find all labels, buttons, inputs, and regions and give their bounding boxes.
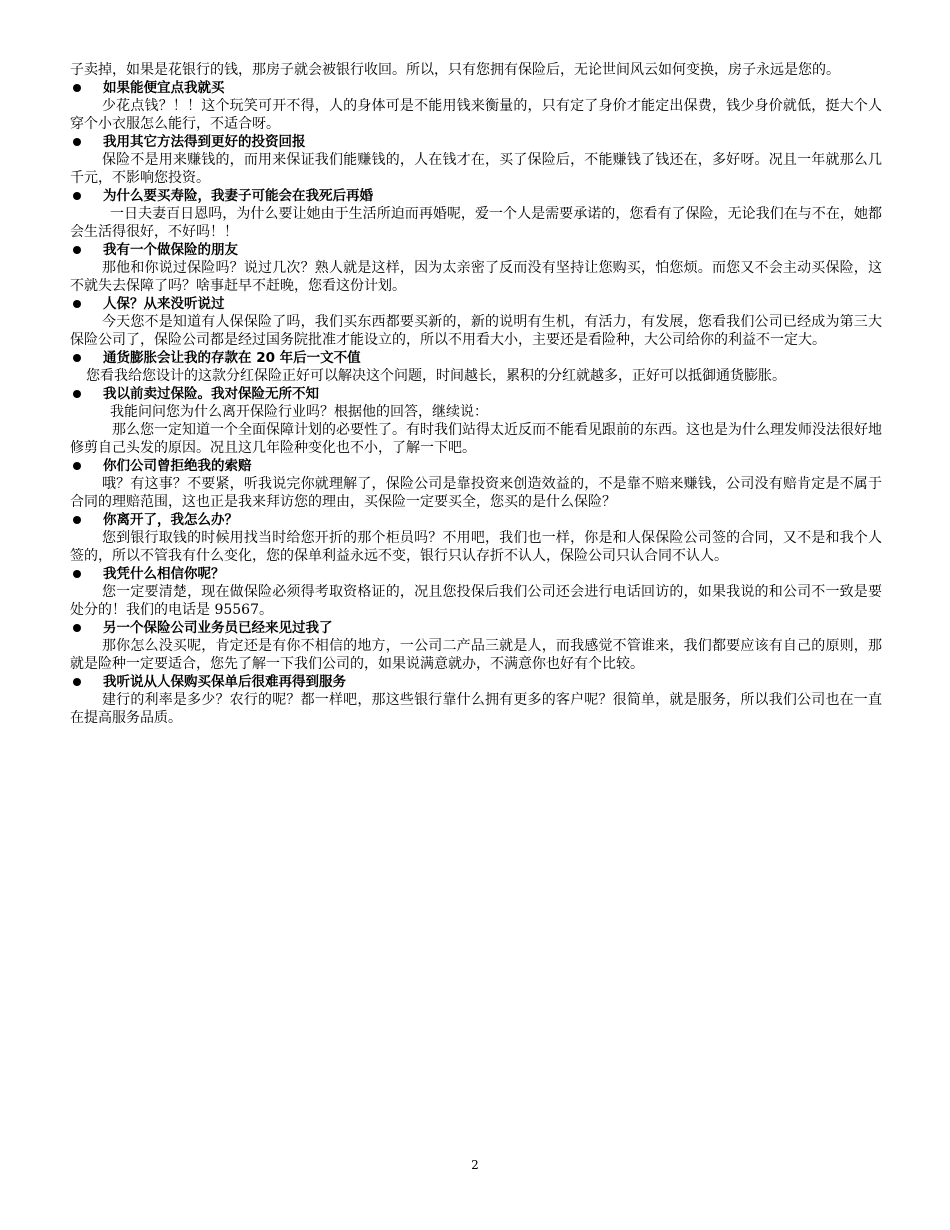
bullet-icon <box>73 390 81 398</box>
bullet-icon <box>73 300 81 308</box>
bullet-icon <box>73 192 81 200</box>
section-paragraph: 保险不是用来赚钱的，而用来保证我们能赚钱的，人在钱才在，买了保险后，不能赚钱了钱还在，多好呀。况且一年就那么几千元，不影响您投资。 <box>70 152 882 186</box>
bullet-icon <box>73 84 81 92</box>
section-heading: 你离开了，我怎么办？ <box>70 511 882 529</box>
section-paragraph: 您到银行取钱的时候用找当时给您开折的那个柜员吗？不用吧，我们也一样，你是和人保保险公司签的合同，又不是和我个人签的，所以不管我有什么变化，您的保单利益永远不变，银行只认存折不认人，保险公司只认合同不认人。 <box>70 530 882 564</box>
section-paragraph: 少花点钱？！！这个玩笑可开不得，人的身体可是不能用钱来衡量的，只有定了身价才能定出保费，钱少身价就低，挺大个人穿个小衣服怎么能行，不适合呀。 <box>70 98 882 132</box>
bullet-icon <box>73 570 81 578</box>
section-heading: 人保？从来没听说过 <box>70 295 882 313</box>
document-body <box>70 61 882 727</box>
page-number: 2 <box>471 1158 479 1172</box>
bullet-icon <box>73 462 81 470</box>
bullet-icon <box>73 246 81 254</box>
section-paragraph: 建行的利率是多少？农行的呢？都一样吧，那这些银行靠什么拥有更多的客户呢？很简单，就是服务，所以我们公司也在一直在提高服务品质。 <box>70 692 882 726</box>
section-heading: 我凭什么相信你呢？ <box>70 565 882 583</box>
section-heading: 我有一个做保险的朋友 <box>70 241 882 259</box>
section-heading: 我以前卖过保险。我对保险无所不知 <box>70 385 882 403</box>
section-heading: 我用其它方法得到更好的投资回报 <box>70 133 882 151</box>
section-heading: 如果能便宜点我就买 <box>70 79 882 97</box>
section-heading: 你们公司曾拒绝我的索赔 <box>70 457 882 475</box>
bullet-icon <box>73 138 81 146</box>
section-paragraph: 您看我给您设计的这款分红保险正好可以解决这个问题，时间越长，累积的分红就越多，正好可以抵御通货膨胀。 <box>86 368 786 384</box>
bullet-icon <box>73 516 81 524</box>
section-paragraph: 哦？有这事？不要紧，听我说完你就理解了，保险公司是靠投资来创造效益的，不是靠不赔来赚钱，公司没有赔肯定是不属于合同的理赔范围，这也正是我来拜访您的理由，买保险一定要买全，您买的是什么保险？ <box>70 476 882 510</box>
section-paragraph: 今天您不是知道有人保保险了吗，我们买东西都要买新的，新的说明有生机，有活力，有发展，您看我们公司已经成为第三大保险公司了，保险公司都是经过国务院批准才能设立的，所以不用看大小，主要还是看险种，大公司给你的利益不一定大。 <box>70 314 882 348</box>
bullet-icon <box>73 624 81 632</box>
section-paragraph: 那么您一定知道一个全面保障计划的必要性了。有时我们站得太近反而不能看见跟前的东西。这也是为什么理发师没法很好地修剪自己头发的原因。况且这几年险种变化也不小，了解一下吧。 <box>70 422 882 456</box>
section-heading: 另一个保险公司业务员已经来见过我了 <box>70 619 882 637</box>
intro-paragraph: 子卖掉，如果是花银行的钱，那房子就会被银行收回。所以，只有您拥有保险后，无论世间风云如何变换，房子永远是您的。 <box>70 62 840 78</box>
bullet-icon <box>73 678 81 686</box>
section-paragraph: 您一定要清楚，现在做保险必须得考取资格证的，况且您投保后我们公司还会进行电话回访的，如果我说的和公司不一致是要处分的！我们的电话是 95567。 <box>70 584 882 618</box>
section-paragraph: 那他和你说过保险吗？说过几次？熟人就是这样，因为太亲密了反而没有坚持让您购买，怕您烦。而您又不会主动买保险，这不就失去保障了吗？啥事赶早不赶晚，您看这份计划。 <box>70 260 882 294</box>
section-heading: 为什么要买寿险，我妻子可能会在我死后再婚 <box>70 187 882 205</box>
section-paragraph: 一日夫妻百日恩吗，为什么要让她由于生活所迫而再婚呢，爱一个人是需要承诺的，您看有了保险，无论我们在与不在，她都会生活得很好，不好吗！！ <box>70 206 882 240</box>
section-heading: 通货膨胀会让我的存款在 20 年后一文不值 <box>70 349 882 367</box>
section-paragraph: 那你怎么没买呢，肯定还是有你不相信的地方，一公司二产品三就是人，而我感觉不管谁来，我们都要应该有自己的原则，那就是险种一定要适合，您先了解一下我们公司的，如果说满意就办，不满意你也好有个比较。 <box>70 638 882 672</box>
bullet-icon <box>73 354 81 362</box>
section-heading: 我听说从人保购买保单后很难再得到服务 <box>70 673 882 691</box>
section-paragraph: 我能问问您为什么离开保险行业吗？根据他的回答，继续说： <box>110 404 488 420</box>
